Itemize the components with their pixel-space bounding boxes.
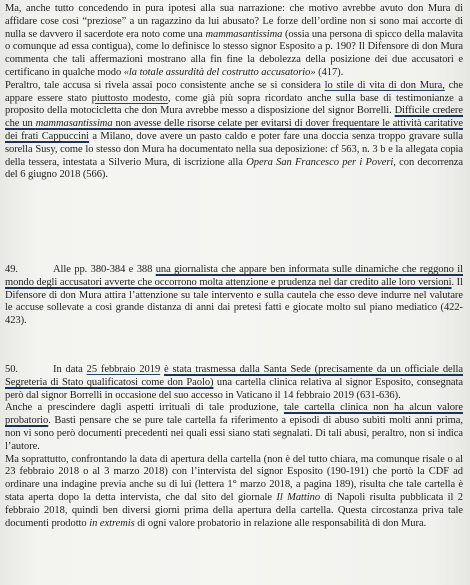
- text-span: Alle pp. 380-384 e 388: [53, 264, 156, 275]
- text-span: una cartella clinica relativa al signor Esposito, consegnata però dal signor Borrelli in occasione del suo accesso in Vaticano il 14 febbraio 2019 (631-636).: [5, 376, 463, 401]
- underlined-text: è stata trasmessa dalla Santa Sede (precisamente da un officiale della Segreteria di Stato qualificatosi come don Paolo): [5, 364, 464, 388]
- paragraph-48-part-1: [5, 3, 463, 80]
- text-span: a Milano, dove avere un pasto caldo e poter fare una doccia senza troppo gravare sulla sorella Susy, come lo stesso don Mura ha documentato nella sua deposizione: cf 563, n. 3 b e la allegata copia della tessera, intestata a Silverio Mura, di iscrizione alla: [5, 130, 463, 168]
- italic-quote: «la totale assurdità del costrutto accusatorio»: [123, 66, 316, 78]
- italic-text: Opera San Francesco per i Poveri: [246, 156, 394, 168]
- paragraph-50-part-1: [5, 364, 463, 402]
- underlined-text: piuttosto modesto: [91, 92, 168, 104]
- text-span: Anche a prescindere dagli aspetti irrituali di tale produzione,: [5, 402, 284, 414]
- underlined-text: lo stile di vita di don Mura,: [324, 79, 445, 91]
- text-span: Peraltro, tale accusa si rivela assai poco consistente anche se si considera: [5, 79, 325, 91]
- paragraph-number: 50.: [5, 364, 18, 375]
- underlined-text: 25 febbraio 2019: [86, 364, 161, 375]
- underlined-text: tale cartella clinica non ha alcun valore probatorio: [5, 402, 463, 427]
- text-span: Ma soprattutto, confrontando la data di apertura della cartella (non è del tutto chiara, ma comunque risale o al 23 febbraio 2018 o al 3 marzo 2018) con l’intervista del signor Esposito (190-191) che portò la CDF ad ordinare una indagine previa anche su di lui (lettera 1° marzo 2018, a pagina 189), risulta che tale cartella è stata aperta dopo la detta intervista, che dal sito del giornale: [5, 453, 463, 503]
- text-span: Ma, anche tutto concedendo in pura ipotesi alla sua narrazione: che motivo avrebbe avuto don Mura di affidare cose così “preziose” a un ragazzino da lui abusato? Le forze dell’ordine non si sono mai accorte di nulla se davvero il sacerdote era noto come una: [5, 3, 463, 40]
- paragraph-50-part-3: [5, 454, 463, 531]
- italic-text: Il Mattino: [276, 491, 321, 503]
- paragraph-50-part-2: [5, 402, 463, 453]
- italic-text: mammasantissima: [35, 118, 113, 130]
- underlined-text: una giornalista che appare ben informata sulle dinamiche che reggono il mondo degli accusatori avverte che occorrono molta attenzione e prudenza nel dar credito alle loro versioni: [5, 264, 463, 288]
- paragraph-49: [5, 264, 463, 328]
- paragraph-49-text: [5, 264, 463, 328]
- italic-text: in extremis: [89, 517, 135, 529]
- paragraph-50: [5, 364, 463, 530]
- paragraph-48-part-2: [5, 80, 463, 182]
- paragraph-48-continuation: [5, 3, 463, 182]
- text-span: , come già più sopra ricordato anche sulla base di testimonianze a proposito della motocicletta che don Mura avrebbe messo a disposizione del signor Borrelli.: [5, 92, 463, 117]
- text-span: (ossia una persona di spicco della malavita o comunque ad essa contigua), come lo definisce lo stesso signor Esposito a p. 190? Il Difensore di don Mura commenta che tali affermazioni mostrano alla fin fine la debolezza della posizione dei due accusatori e certificano in qualche modo: [5, 28, 463, 78]
- text-span: , con decorrenza del 6 giugno 2018 (566).: [5, 156, 464, 181]
- text-span: che appare essere stato: [5, 79, 463, 104]
- paragraph-number: 49.: [5, 264, 18, 275]
- text-span: . Basti pensare che se pure tale cartella fa riferimento a episodi di abuso subìti molti anni prima, non vi sono però documenti precedenti nei quali essi siano stati segnalati. Di tali abusi, peraltro, non si indica l’autore.: [5, 415, 463, 452]
- text-span: non avesse delle risorse celate per evitarsi di dover frequentare le attività caritative dei frati Cappuccini: [5, 118, 463, 142]
- text-span: . Il Difensore di don Mura attira l’attenzione su tale intervento e sulla cautela che esso deve indurre nel valutare le accuse sollevate a così grande distanza di anni dai pretesi fatti e giocate molto sul piano mediatico (422-423).: [5, 276, 463, 327]
- italic-text: mammasantissima: [205, 28, 283, 40]
- text-span: (417).: [315, 66, 344, 78]
- text-span: In data: [53, 364, 87, 375]
- text-span: di Napoli risulta pubblicata il 2 febbraio 2018, quindi ben diversi giorni prima della apertura della cartella. Questa circostanza priva tale documenti prodotto: [5, 491, 463, 529]
- text-span: di ogni valore probatorio in relazione alle responsabilità di don Mura.: [134, 517, 427, 529]
- text-span: Difficile credere che un: [5, 105, 463, 130]
